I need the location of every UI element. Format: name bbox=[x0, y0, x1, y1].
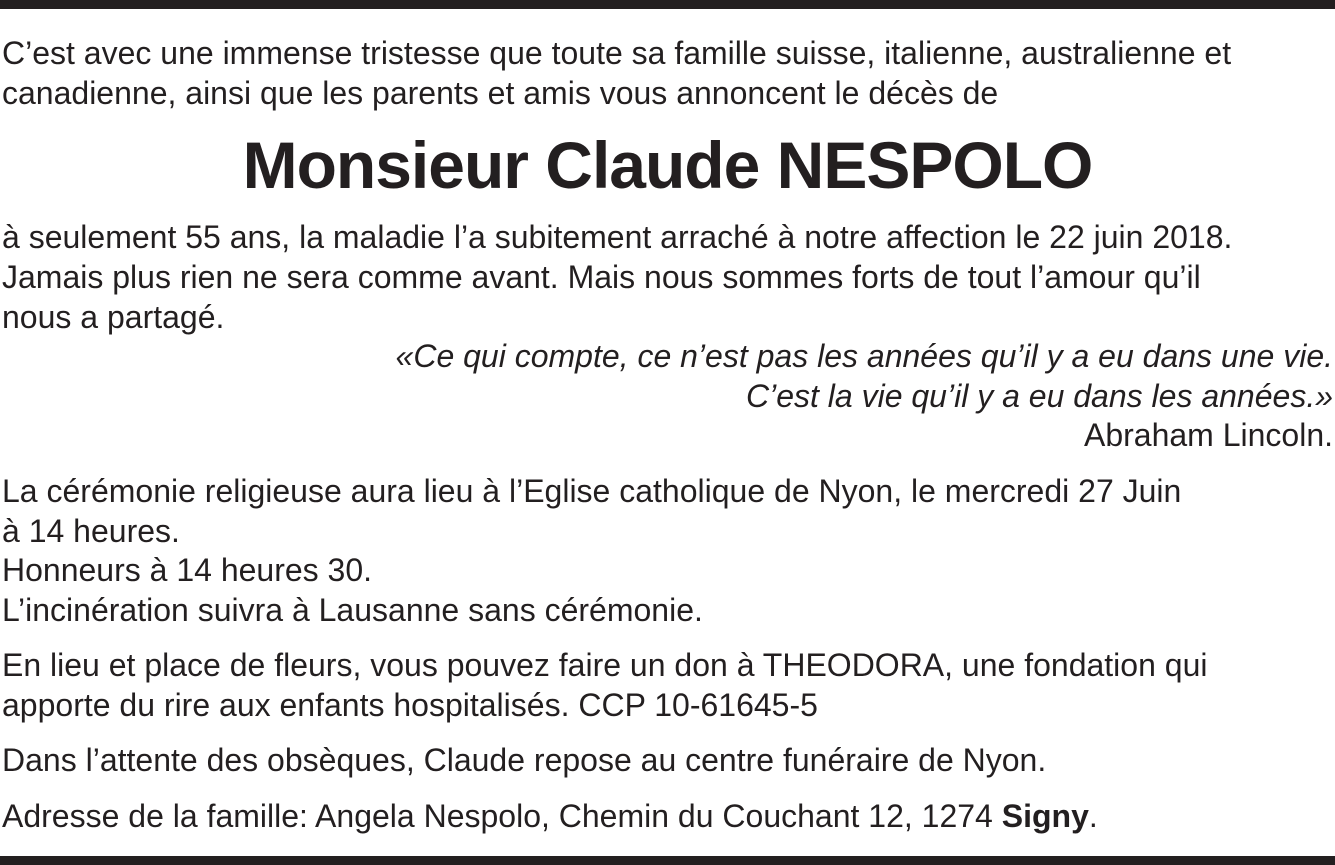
ceremony-line-3: Honneurs à 14 heures 30. bbox=[2, 552, 373, 588]
quote-author: Abraham Lincoln. bbox=[1083, 417, 1333, 453]
body-line-2: Jamais plus rien ne sera comme avant. Mais nous sommes forts de tout l’amour qu’il bbox=[2, 259, 1201, 295]
repose-line: Dans l’attente des obsèques, Claude repose au centre funéraire de Nyon. bbox=[2, 742, 1047, 778]
top-border-rule bbox=[0, 0, 1335, 9]
address-text: Adresse de la famille: Angela Nespolo, Chemin du Couchant 12, 1274 bbox=[2, 798, 1002, 834]
donation-line-1: En lieu et place de fleurs, vous pouvez faire un don à THEODORA, une fondation qui bbox=[2, 647, 1208, 683]
quote-line-1: «Ce qui compte, ce n’est pas les années qu’il y a eu dans une vie. bbox=[395, 338, 1333, 374]
ceremony-line-2: à 14 heures. bbox=[2, 513, 180, 549]
intro-line-2: canadienne, ainsi que les parents et amis vous annoncent le décès de bbox=[2, 75, 999, 111]
quote-line-2: C’est la vie qu’il y a eu dans les années.» bbox=[745, 378, 1333, 414]
body-line-3: nous a partagé. bbox=[2, 299, 225, 335]
deceased-name-heading: Monsieur Claude NESPOLO bbox=[242, 128, 1093, 202]
address-suffix: . bbox=[1088, 798, 1098, 834]
intro-line-1: C’est avec une immense tristesse que toute sa famille suisse, italienne, australienne et bbox=[2, 35, 1232, 71]
ceremony-line-1: La cérémonie religieuse aura lieu à l’Eglise catholique de Nyon, le mercredi 27 Juin bbox=[2, 473, 1182, 509]
donation-line-2: apporte du rire aux enfants hospitalisés. CCP 10-61645-5 bbox=[2, 687, 818, 723]
address-city: Signy bbox=[1001, 798, 1089, 834]
family-address bbox=[2, 797, 1098, 835]
body-line-1: à seulement 55 ans, la maladie l’a subitement arraché à notre affection le 22 juin 2018. bbox=[2, 219, 1233, 255]
bottom-border-rule bbox=[0, 856, 1335, 865]
ceremony-line-4: L’incinération suivra à Lausanne sans cérémonie. bbox=[2, 592, 703, 628]
